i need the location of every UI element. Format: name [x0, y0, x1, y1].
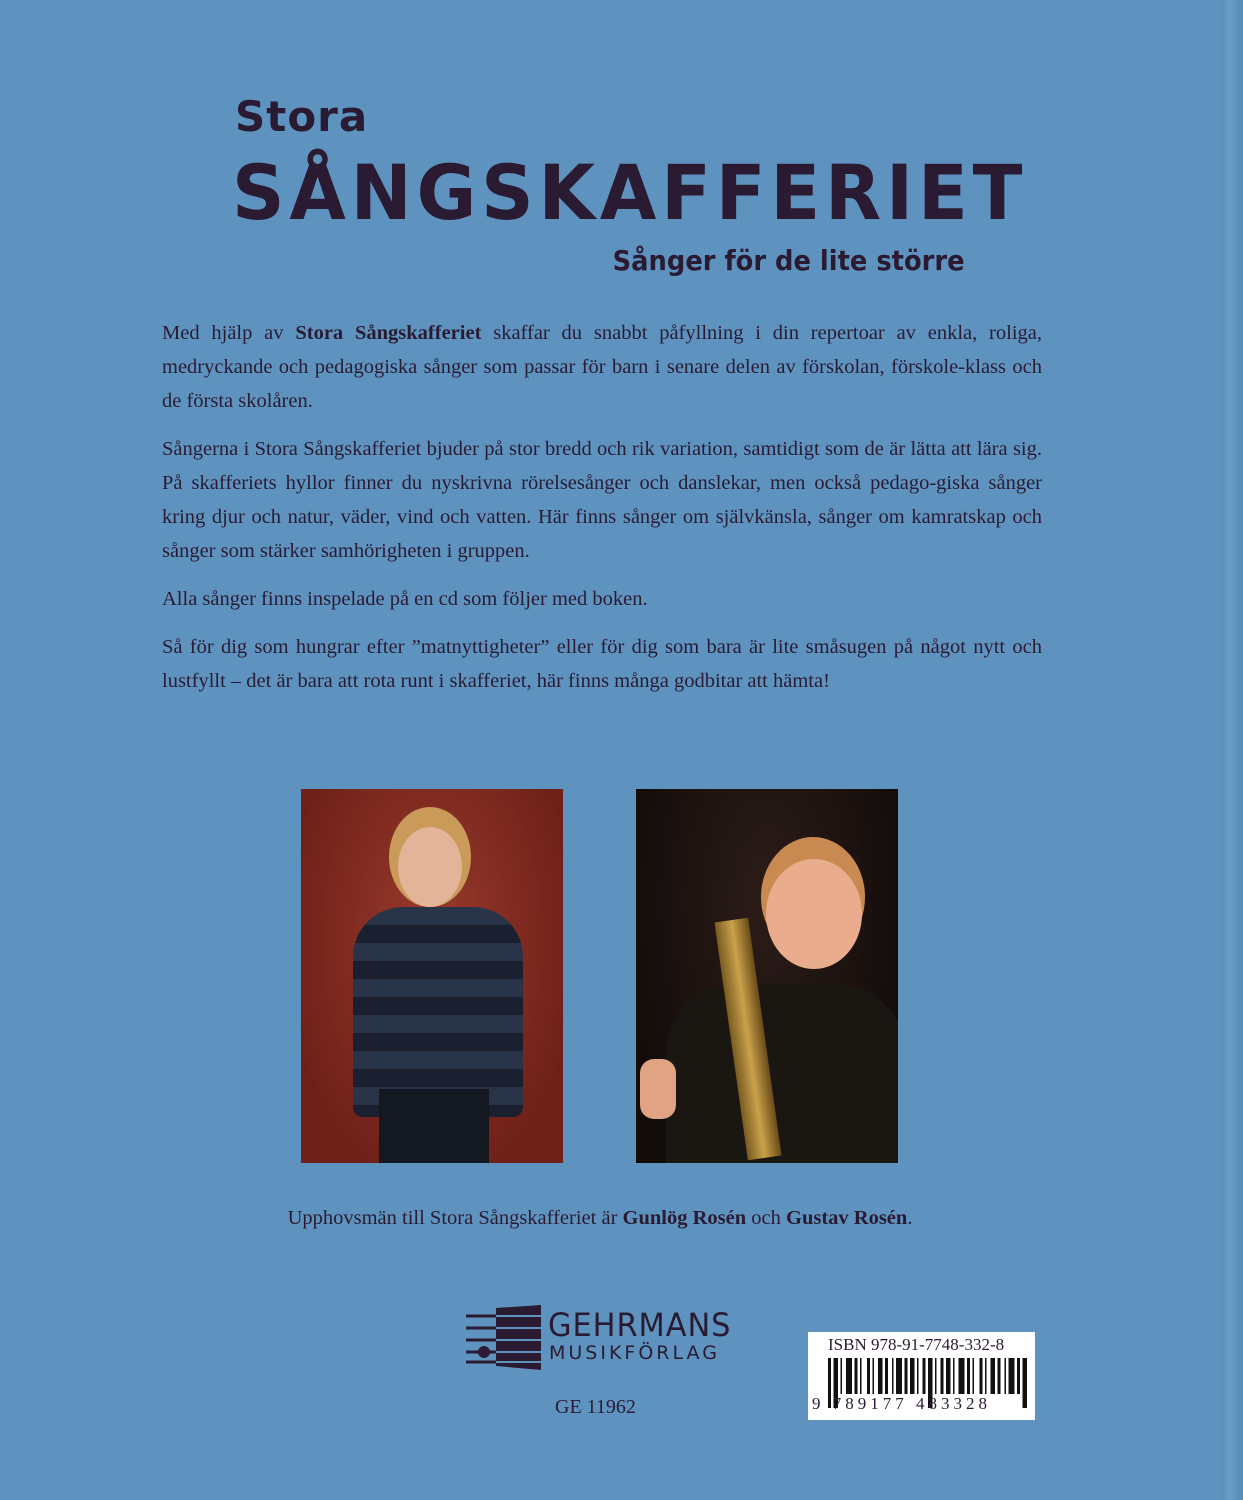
author-1: Gunlög Rosén — [622, 1207, 747, 1229]
publisher-name: GEHRMANS — [548, 1306, 732, 1344]
p1-text-rest: skaffar du snabbt påfyllning i din repertoar av enkla, roliga, medryckande och pedagogiska sånger som passar för barn i senare delen av förskolan, förskole-klass och de första skolåren. — [162, 322, 1043, 412]
paragraph-3: Alla sånger finns inspelade på en cd som följer med boken. — [162, 588, 648, 610]
credit-period: . — [907, 1207, 913, 1229]
credit-and: och — [746, 1207, 786, 1229]
paragraph-2: Sångerna i Stora Sångskafferiet bjuder på stor bredd och rik variation, samtidigt som de är lätta att lära sig. På skafferiets hyllor finner du nyskrivna rörelsesånger och danslekar, men också pedago-giska sånger kring djur och natur, väder, vind och vatten. Här finns sånger om självkänsla, sånger om kamratskap och sånger som stärker samhörigheten i gruppen. — [162, 438, 1042, 562]
isbn-barcode — [808, 1332, 1035, 1420]
paragraph-1 — [162, 316, 1042, 418]
catalog-number: GE 11962 — [555, 1396, 636, 1418]
publisher-sub: MUSIKFÖRLAG — [549, 1342, 720, 1364]
credit-text: Upphovsmän till Stora Sångskafferiet är — [287, 1207, 623, 1229]
author-photo-gustav — [636, 789, 898, 1163]
description — [162, 316, 1042, 712]
ean-digits: 9 789177 483328 — [812, 1394, 991, 1413]
title-small: Stora — [235, 92, 369, 141]
p1-text: Med hjälp av — [162, 322, 296, 344]
isbn-text: ISBN 978-91-7748-332-8 — [828, 1335, 1005, 1354]
p1-bold-title: Stora Sångskafferiet — [295, 322, 482, 344]
subtitle: Sånger för de lite större — [613, 244, 965, 277]
paragraph-4: Så för dig som hungrar efter ”matnyttigheter” eller för dig som bara är lite småsugen på något nytt och lustfyllt – det är bara att rota runt i skafferiet, här finns många godbitar att hämta! — [162, 636, 1042, 692]
credit-line — [0, 1207, 1200, 1230]
title-main: SÅNGSKAFFERIET — [232, 148, 1028, 237]
author-photo-gunlog — [301, 789, 563, 1163]
author-2: Gustav Rosén — [786, 1207, 908, 1229]
book-spine-edge — [1221, 0, 1243, 1500]
